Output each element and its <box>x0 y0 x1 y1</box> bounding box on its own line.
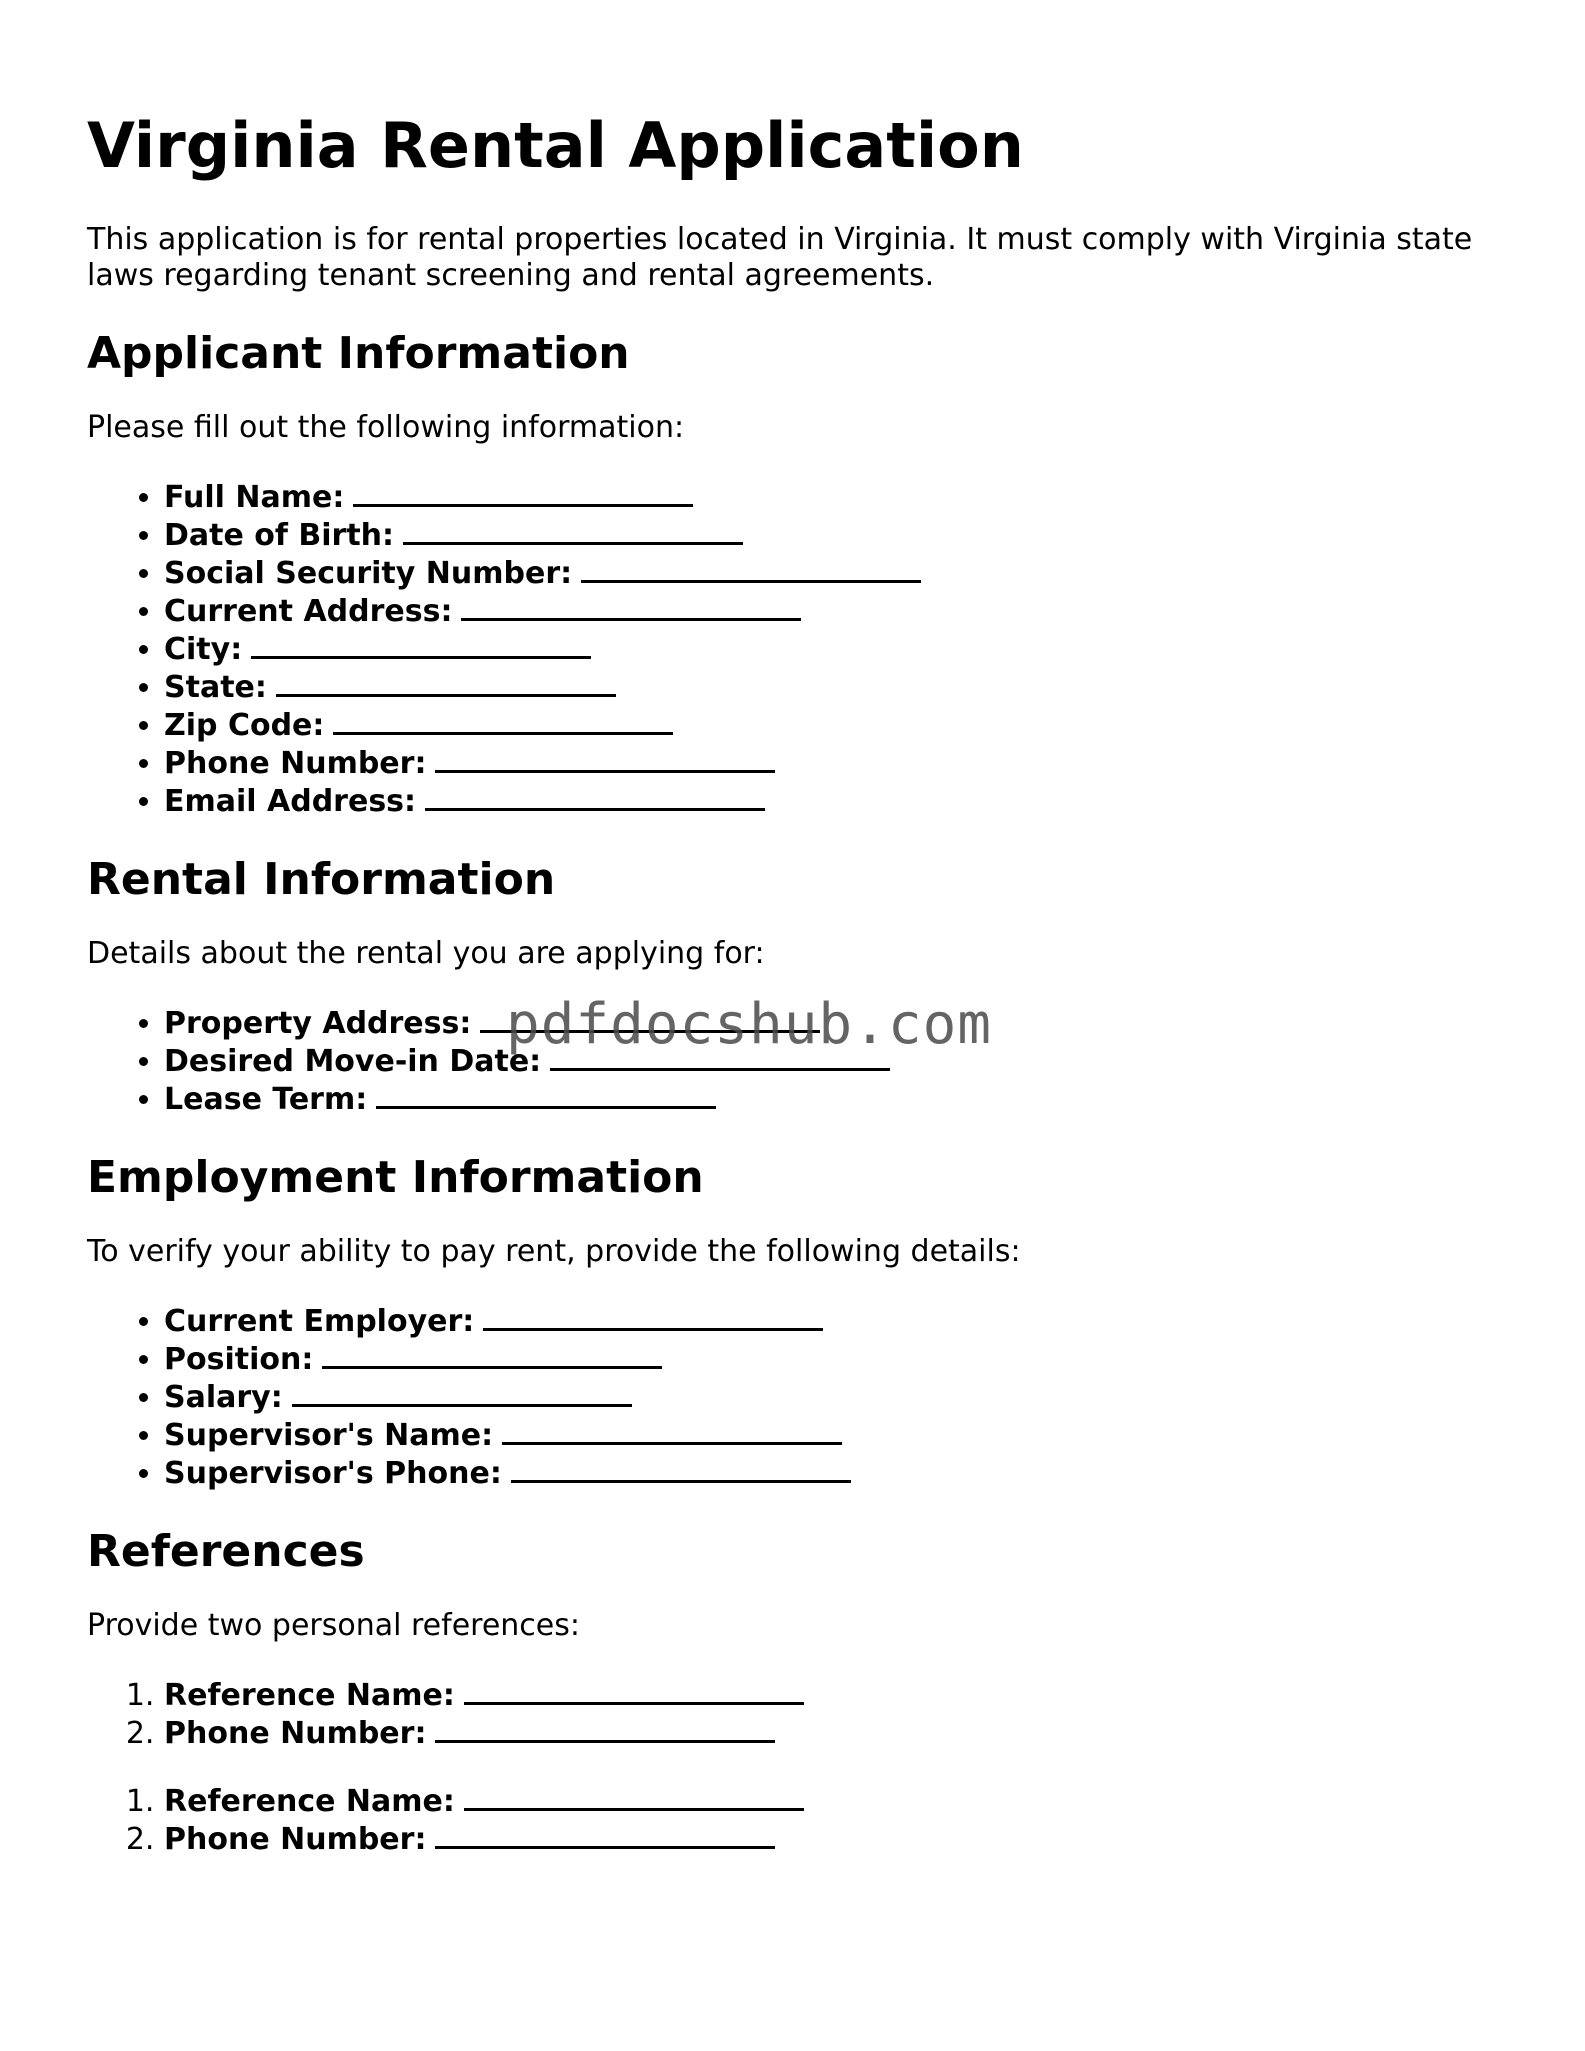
blank-line[interactable] <box>483 1302 823 1331</box>
blank-line[interactable] <box>435 1714 775 1743</box>
blank-line[interactable] <box>581 554 921 583</box>
blank-line[interactable] <box>353 478 693 507</box>
blank-line[interactable] <box>276 668 616 697</box>
reference-group-1 <box>87 1676 1507 1752</box>
blank-line[interactable] <box>425 782 765 811</box>
field-supervisor-name: • Supervisor's Name: <box>164 1416 1507 1454</box>
blank-line[interactable] <box>403 516 743 545</box>
page-title: Virginia Rental Application <box>87 109 1024 182</box>
field-supervisor-phone: • Supervisor's Phone: <box>164 1454 1507 1492</box>
blank-line[interactable] <box>464 1782 804 1811</box>
field-reference-phone: 2. Phone Number: <box>164 1820 1507 1858</box>
blank-line[interactable] <box>251 630 591 659</box>
applicant-heading: Applicant Information <box>87 328 630 379</box>
field-full-name: • Full Name: <box>164 478 1507 516</box>
employment-lead: To verify your ability to pay rent, provide the following details: <box>87 1234 1021 1269</box>
field-state: • State: <box>164 668 1507 706</box>
applicant-fields <box>87 478 1507 820</box>
intro-paragraph: This application is for rental properties located in Virginia. It must comply with Virginia state laws regarding tenant screening and rental agreements. <box>87 222 1473 293</box>
blank-line[interactable] <box>435 744 775 773</box>
field-city: • City: <box>164 630 1507 668</box>
watermark: pdfdocshub.com <box>506 992 993 1057</box>
field-reference-name: 1. Reference Name: <box>164 1676 1507 1714</box>
blank-line[interactable] <box>502 1416 842 1445</box>
field-email-address: • Email Address: <box>164 782 1507 820</box>
field-date-of-birth: • Date of Birth: <box>164 516 1507 554</box>
employment-heading: Employment Information <box>87 1152 704 1203</box>
field-move-in-date: • Desired Move-in Date: <box>164 1042 1507 1080</box>
field-zip-code: • Zip Code: <box>164 706 1507 744</box>
field-phone-number: • Phone Number: <box>164 744 1507 782</box>
field-reference-name: 1. Reference Name: <box>164 1782 1507 1820</box>
blank-line[interactable] <box>461 592 801 621</box>
blank-line[interactable] <box>292 1378 632 1407</box>
blank-line[interactable] <box>464 1676 804 1705</box>
field-current-address: • Current Address: <box>164 592 1507 630</box>
rental-heading: Rental Information <box>87 854 556 905</box>
rental-lead: Details about the rental you are applying for: <box>87 936 765 971</box>
reference-group-2 <box>87 1782 1507 1858</box>
document-page <box>87 0 1507 1858</box>
field-property-address: • Property Address: <box>164 1004 1507 1042</box>
blank-line[interactable] <box>333 706 673 735</box>
blank-line[interactable] <box>435 1820 775 1849</box>
blank-line[interactable] <box>511 1454 851 1483</box>
references-heading: References <box>87 1526 365 1577</box>
field-current-employer: • Current Employer: <box>164 1302 1507 1340</box>
field-lease-term: • Lease Term: <box>164 1080 1507 1118</box>
applicant-lead: Please fill out the following information: <box>87 410 685 445</box>
employment-fields <box>87 1302 1507 1492</box>
field-reference-phone: 2. Phone Number: <box>164 1714 1507 1752</box>
field-ssn: • Social Security Number: <box>164 554 1507 592</box>
blank-line[interactable] <box>376 1080 716 1109</box>
field-position: • Position: <box>164 1340 1507 1378</box>
field-salary: • Salary: <box>164 1378 1507 1416</box>
references-lead: Provide two personal references: <box>87 1608 580 1643</box>
blank-line[interactable] <box>322 1340 662 1369</box>
